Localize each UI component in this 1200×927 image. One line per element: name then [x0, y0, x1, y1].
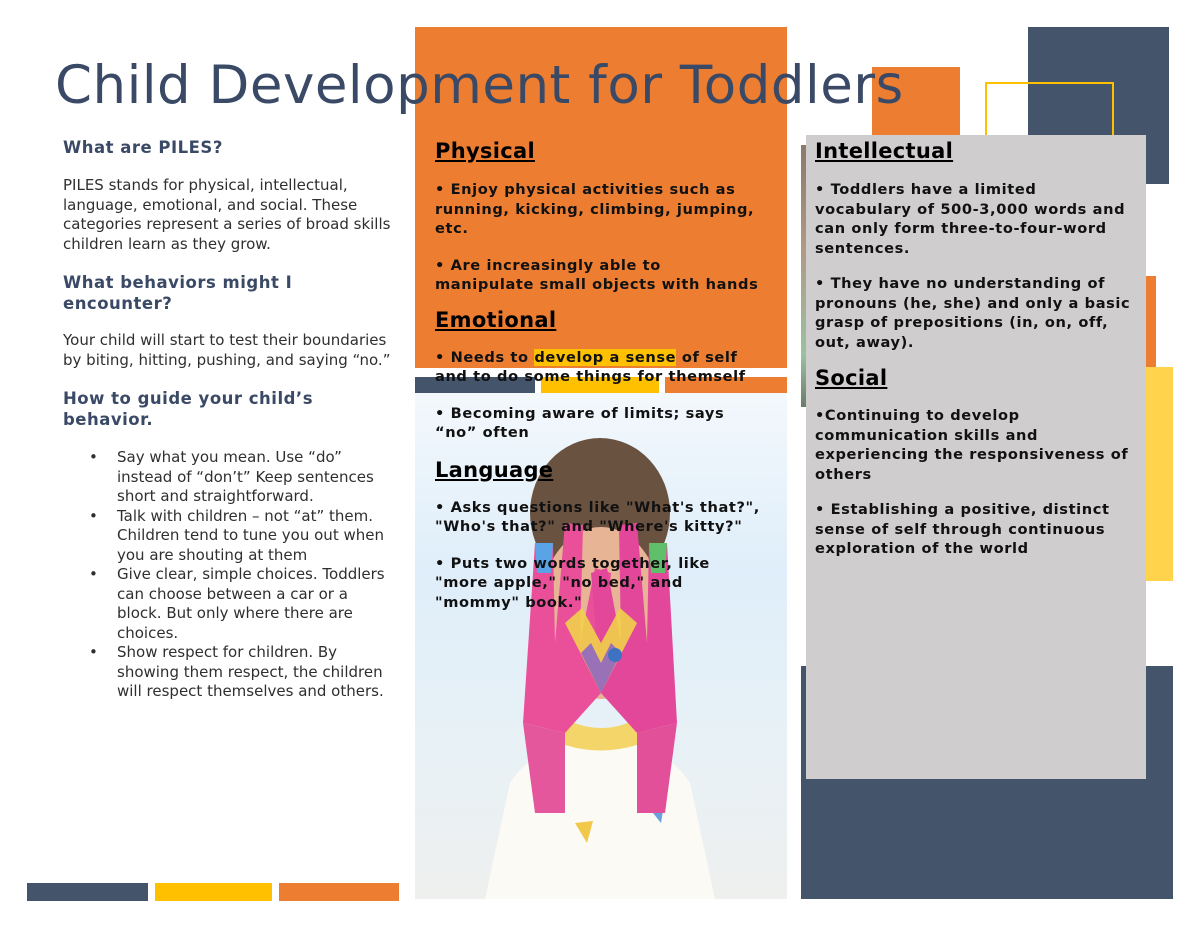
list-item: • Talk with children – not “at” them. Children tend to tune you out when you are shouting at them: [117, 507, 393, 566]
behaviors-question: What behaviors might I encounter?: [63, 273, 293, 313]
physical-item: • Are increasingly able to manipulate small objects with hands: [435, 256, 759, 293]
intellectual-item: • They have no understanding of pronouns (he, she) and only a basic grasp of prepositions (in, on, off, out, away).: [815, 275, 1131, 351]
highlighted-text: develop a sense: [534, 348, 677, 366]
footer-bar-navy: [27, 883, 148, 901]
right-column: [815, 138, 1137, 559]
emotional-item-suffix: of self and to do some things for themself: [435, 348, 746, 385]
social-heading: Social: [815, 366, 888, 390]
footer-bar-yellow: [155, 883, 272, 901]
social-item: •Continuing to develop communication skills and experiencing the responsiveness of others: [815, 407, 1129, 483]
piles-answer: PILES stands for physical, intellectual, language, emotional, and social. These categories represent a series of broad skills children learn as they grow.: [63, 176, 391, 253]
list-item: • Say what you mean. Use “do” instead of “don’t” Keep sentences short and straightforward.: [117, 448, 393, 507]
intellectual-item: • Toddlers have a limited vocabulary of 500-3,000 words and can only form three-to-four-word sentences.: [815, 181, 1126, 257]
language-item: • Asks questions like "What's that?", "Who's that?" and "Where's kitty?": [435, 498, 760, 535]
language-heading: Language: [435, 457, 554, 482]
intellectual-heading: Intellectual: [815, 139, 954, 163]
guide-heading: How to guide your child’s behavior.: [63, 389, 314, 429]
page-title: Child Development for Toddlers: [55, 55, 904, 116]
piles-question: What are PILES?: [63, 138, 223, 157]
physical-item: • Enjoy physical activities such as running, kicking, climbing, jumping, etc.: [435, 181, 755, 237]
list-item: • Give clear, simple choices. Toddlers can choose between a car or a block. But only where there are choices.: [117, 565, 393, 643]
footer-bar-orange: [279, 883, 399, 901]
physical-heading: Physical: [435, 139, 535, 163]
emotional-item: [435, 348, 765, 387]
language-item: • Puts two words together, like "more apple," "no bed," and "mommy" book.": [435, 554, 710, 611]
emotional-item-prefix: • Needs to: [435, 348, 535, 366]
guide-list: [63, 448, 393, 702]
left-column: [63, 137, 393, 702]
list-item: • Show respect for children. By showing them respect, the children will respect themselves and others.: [117, 643, 393, 702]
social-item: • Establishing a positive, distinct sense of self through continuous exploration of the world: [815, 501, 1110, 557]
emotional-item: • Becoming aware of limits; says “no” often: [435, 404, 725, 441]
middle-column: [435, 138, 765, 612]
emotional-heading: Emotional: [435, 307, 557, 332]
behaviors-answer: Your child will start to test their boundaries by biting, hitting, pushing, and saying “no.”: [63, 331, 391, 369]
